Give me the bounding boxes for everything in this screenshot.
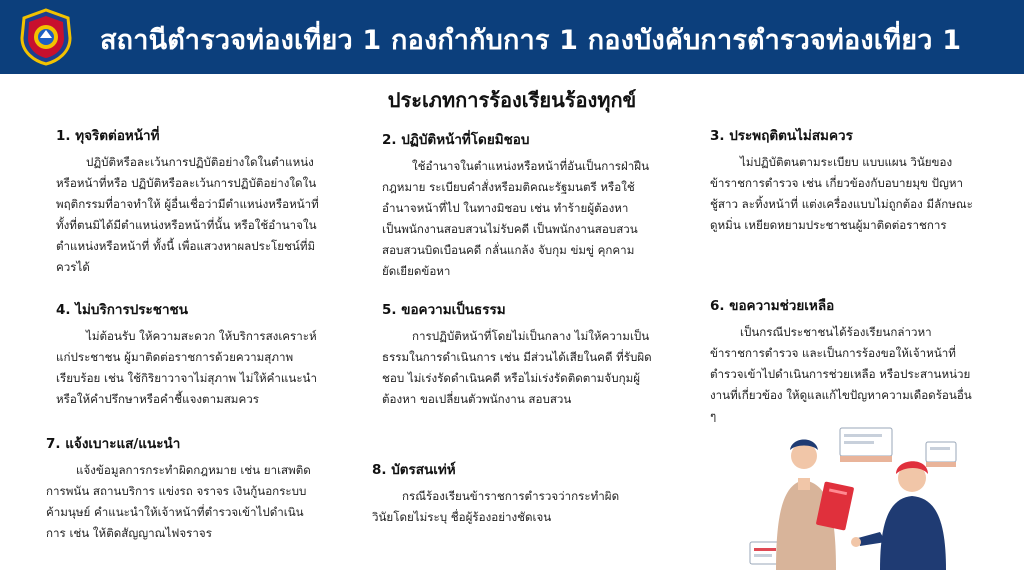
complaint-type-title: 6. ขอความช่วยเหลือ [710,298,835,314]
complaint-type-description: ไม่ต้อนรับ ให้ความสะดวก ให้บริการสงเคราะห์แก่ประชาชน ผู้มาติดต่อราชการด้วยความสุภาพเรียบร้อย เช่น ใช้กิริยาวาจาไม่สุภาพ ไม่ให้คำแนะนำหรือให้คำปรึกษาหรือคำชี้แจงตามสมควร [56,329,317,406]
complaint-type-title: 4. ไม่บริการประชาชน [56,302,188,318]
people-helping-illustration [740,420,990,570]
header-bar [0,0,1024,74]
complaint-type-6 [710,294,978,427]
complaint-type-description: ไม่ปฏิบัติตนตามระเบียบ แบบแผน วินัยของข้าราชการตำรวจ เช่น เกี่ยวข้องกับอบายมุข ปัญหาชู้สาว ละทิ้งหน้าที่ แต่งเครื่องแบบไม่ถูกต้อง มีลักษณะดูหมิ่น เหยียดหยามประชาชนผู้มาติดต่อราชการ [710,155,973,232]
complaint-type-1 [56,124,324,278]
complaint-type-2 [382,128,650,282]
complaint-type-description: การปฏิบัติหน้าที่โดยไม่เป็นกลาง ไม่ให้ความเป็นธรรมในการดำเนินการ เช่น มีส่วนได้เสียในคดี ที่รับผิดชอบ ไม่เร่งรัดดำเนินคดี หรือไม่เร่งรัดติดตามจับกุมผู้ต้องหา ขอเปลี่ยนตัวพนักงาน สอบสวน [382,329,652,406]
complaint-type-3 [710,124,978,236]
complaint-type-description: ใช้อำนาจในตำแหน่งหรือหน้าที่อันเป็นการฝ่าฝืนกฎหมาย ระเบียบคำสั่งหรือมติคณะรัฐมนตรี หรือใช้อำนาจหน้าที่ไป ในทางมิชอบ เช่น ทำร้ายผู้ต้องหา เป็นพนักงานสอบสวนไม่รับคดี เป็นพนักงานสอบสวน สอบสวนบิดเบือนคดี กลั่นแกล้ง จับกุม ข่มขู่ คุกคาม ยัดเยียดข้อหา [382,159,650,278]
complaint-type-description: เป็นกรณีประชาชนได้ร้องเรียนกล่าวหาข้าราชการตำรวจ และเป็นการร้องขอให้เจ้าหน้าที่ตำรวจเข้าไปดำเนินการช่วยเหลือ หรือประสานหน่วยงานที่เกี่ยวข้อง ให้ดูแลแก้ไขปัญหาความเดือดร้อนอื่น ๆ [710,325,972,423]
complaint-type-description: กรณีร้องเรียนข้าราชการตำรวจว่ากระทำผิดวินัยโดยไม่ระบุ ชื่อผู้ร้องอย่างชัดเจน [372,489,620,524]
tourist-police-badge-icon [18,8,74,66]
complaint-type-title: 3. ประพฤติตนไม่สมควร [710,128,853,144]
complaint-type-5 [382,298,654,410]
complaint-type-description: แจ้งข้อมูลการกระทำผิดกฎหมาย เช่น ยาเสพติด การพนัน สถานบริการ แข่งรถ จราจร เงินกู้นอกระบบ ค้ามนุษย์ คำแนะนำให้เจ้าหน้าที่ตำรวจเข้าไปดำเนินการ เช่น ให้ติดสัญญาณไฟจราจร [46,463,311,540]
complaint-type-title: 7. แจ้งเบาะแส/แนะนำ [46,436,181,452]
complaint-type-4 [56,298,324,410]
complaint-type-8 [372,458,640,528]
complaint-type-title: 1. ทุจริตต่อหน้าที่ [56,128,160,144]
complaint-type-7 [46,432,314,544]
complaint-type-title: 5. ขอความเป็นธรรม [382,302,506,318]
complaint-type-description: ปฏิบัติหรือละเว้นการปฏิบัติอย่างใดในตำแหน่งหรือหน้าที่หรือ ปฏิบัติหรือละเว้นการปฏิบัติอย่างใดในพฤติกรรมที่อาจทำให้ ผู้อื่นเชื่อว่ามีตำแหน่งหรือหน้าที่ทั้งที่ตนมิได้มีตำแหน่งหรือหน้าที่นั้น หรือใช้อำนาจในตำแหน่งหรือหน้าที่ ทั้งนี้ เพื่อแสวงหาผลประโยชน์ที่มิควรได้ [56,155,319,274]
page-title: ประเภทการร้องเรียนร้องทุกข์ [387,88,637,112]
complaint-type-title: 8. บัตรสนเท่ห์ [372,462,456,478]
complaint-type-title: 2. ปฏิบัติหน้าที่โดยมิชอบ [382,132,530,148]
header-title: สถานีตำรวจท่องเที่ยว 1 กองกำกับการ 1 กองบังคับการตำรวจท่องเที่ยว 1 [100,25,962,56]
